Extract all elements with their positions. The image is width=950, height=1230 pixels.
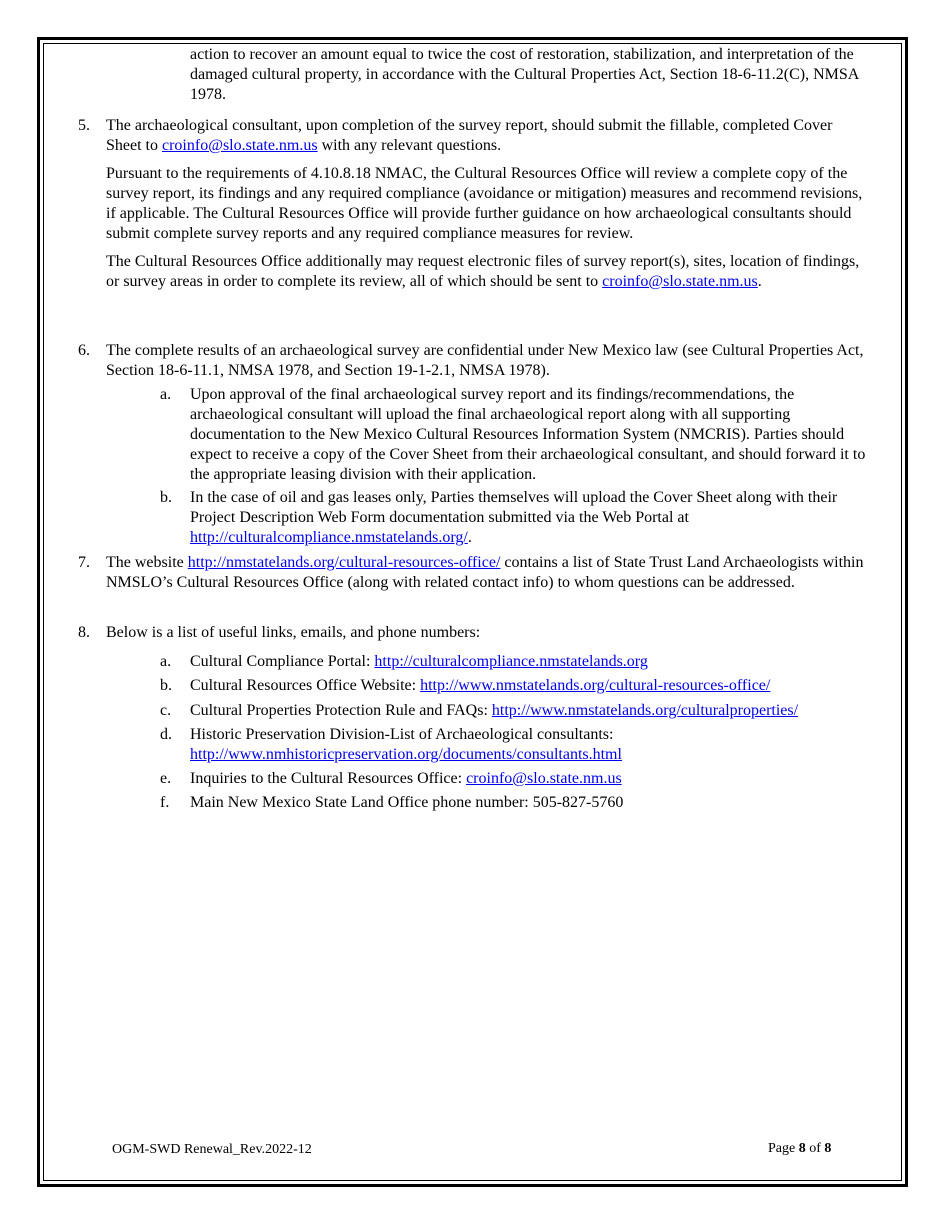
- sub-item-8c: c. Cultural Properties Protection Rule and FAQs: http://www.nmstatelands.org/culturalproperties/: [160, 702, 799, 719]
- email-link[interactable]: croinfo@slo.state.nm.us: [466, 770, 622, 787]
- sub-item-6b: b. In the case of oil and gas leases only, Parties themselves will upload the Cover Sheet along with their Project Description Web Form documentation submitted via the Web Portal at http://culturalcompliance.nmstatelands.org/.: [160, 489, 838, 546]
- protection-rule-link[interactable]: http://www.nmstatelands.org/culturalproperties/: [491, 702, 799, 719]
- item-number: 6.: [78, 342, 90, 359]
- item-number: 7.: [78, 554, 90, 571]
- sub-item-8e: e. Inquiries to the Cultural Resources Office: croinfo@slo.state.nm.us: [160, 770, 622, 787]
- sub-item-text: Upon approval of the final archaeological survey report and its findings/recommendations, the archaeological consultant will upload the final archaeological report along with all supporting documentation to the New Mexico Cultural Resources Information System (NMCRIS). Parties should expect to receive a copy of the Cover Sheet from their archaeological consultant, and should forward it to the appropriate leasing division with their application.: [190, 386, 866, 483]
- compliance-portal-link[interactable]: http://culturalcompliance.nmstatelands.org: [374, 653, 648, 670]
- sub-item-letter: a.: [160, 653, 172, 670]
- sub-item-letter: b.: [160, 489, 172, 506]
- item-number: 5.: [78, 117, 90, 134]
- sub-item-8f: [160, 793, 872, 813]
- web-portal-link[interactable]: http://culturalcompliance.nmstatelands.org/: [190, 529, 468, 546]
- continuation-paragraph: action to recover an amount equal to twice the cost of restoration, stabilization, and interpretation of the damaged cultural property, in accordance with the Cultural Properties Act, Section 18-6-11.2(C), NMSA 1978.: [190, 46, 859, 103]
- sub-item-text: Main New Mexico State Land Office phone number: 505-827-5760: [190, 794, 624, 811]
- item-5-paragraph-3: The Cultural Resources Office additionally may request electronic files of survey report(s), sites, location of findings, or survey areas in order to complete its review, all of which should be sent to croinfo@slo.state.nm.us.: [106, 253, 860, 290]
- item-6-text: The complete results of an archaeological survey are confidential under New Mexico law (see Cultural Properties Act, Section 18-6-11.1, NMSA 1978, and Section 19-1-2.1, NMSA 1978).: [106, 342, 864, 379]
- list-item-6: [78, 341, 870, 381]
- sub-item-letter: a.: [160, 386, 172, 403]
- sub-item-letter: d.: [160, 726, 172, 743]
- list-item-8: [78, 623, 870, 643]
- email-link[interactable]: croinfo@slo.state.nm.us: [602, 273, 758, 290]
- item-5-paragraph-2: Pursuant to the requirements of 4.10.8.18 NMAC, the Cultural Resources Office will review a complete copy of the survey report, its findings and any required compliance (avoidance or mitigation) measures and recommend revisions, if applicable. The Cultural Resources Office will provide further guidance on how archaeological consultants should submit complete survey reports and any required compliance measures for review.: [106, 165, 863, 242]
- footer-doc-id: OGM-SWD Renewal_Rev.2022-12: [112, 1142, 312, 1157]
- sub-item-8d: d. Historic Preservation Division-List of Archaeological consultants: http://www.nmhistoricpreservation.org/documents/consultants.html: [160, 726, 622, 763]
- sub-item-letter: c.: [160, 702, 172, 719]
- sub-item-letter: e.: [160, 770, 172, 787]
- footer-page-number: Page 8 of 8: [768, 1141, 832, 1156]
- list-item-7: 7. The website http://nmstatelands.org/cultural-resources-office/ contains a list of State Trust Land Archaeologists within NMSLO’s Cultural Resources Office (along with related contact info) to whom questions can be addressed.: [78, 554, 864, 591]
- item-5-paragraph-1: The archaeological consultant, upon completion of the survey report, should submit the fillable, completed Cover Sheet to croinfo@slo.state.nm.us with any relevant questions.: [106, 117, 833, 154]
- item-number: 8.: [78, 624, 90, 641]
- consultants-list-link[interactable]: http://www.nmhistoricpreservation.org/documents/consultants.html: [190, 746, 622, 763]
- office-website-link[interactable]: http://www.nmstatelands.org/cultural-resources-office/: [420, 677, 771, 694]
- sub-item-6a: [160, 385, 872, 485]
- sub-item-letter: b.: [160, 677, 172, 694]
- list-item-5: [78, 116, 870, 292]
- item-8-text: Below is a list of useful links, emails, and phone numbers:: [106, 624, 481, 641]
- email-link[interactable]: croinfo@slo.state.nm.us: [162, 137, 318, 154]
- sub-item-8a: a. Cultural Compliance Portal: http://culturalcompliance.nmstatelands.org: [160, 653, 648, 670]
- cultural-resources-link[interactable]: http://nmstatelands.org/cultural-resources-office/: [187, 554, 501, 571]
- sub-item-letter: f.: [160, 794, 170, 811]
- sub-item-8b: b. Cultural Resources Office Website: http://www.nmstatelands.org/cultural-resources-office/: [160, 677, 771, 694]
